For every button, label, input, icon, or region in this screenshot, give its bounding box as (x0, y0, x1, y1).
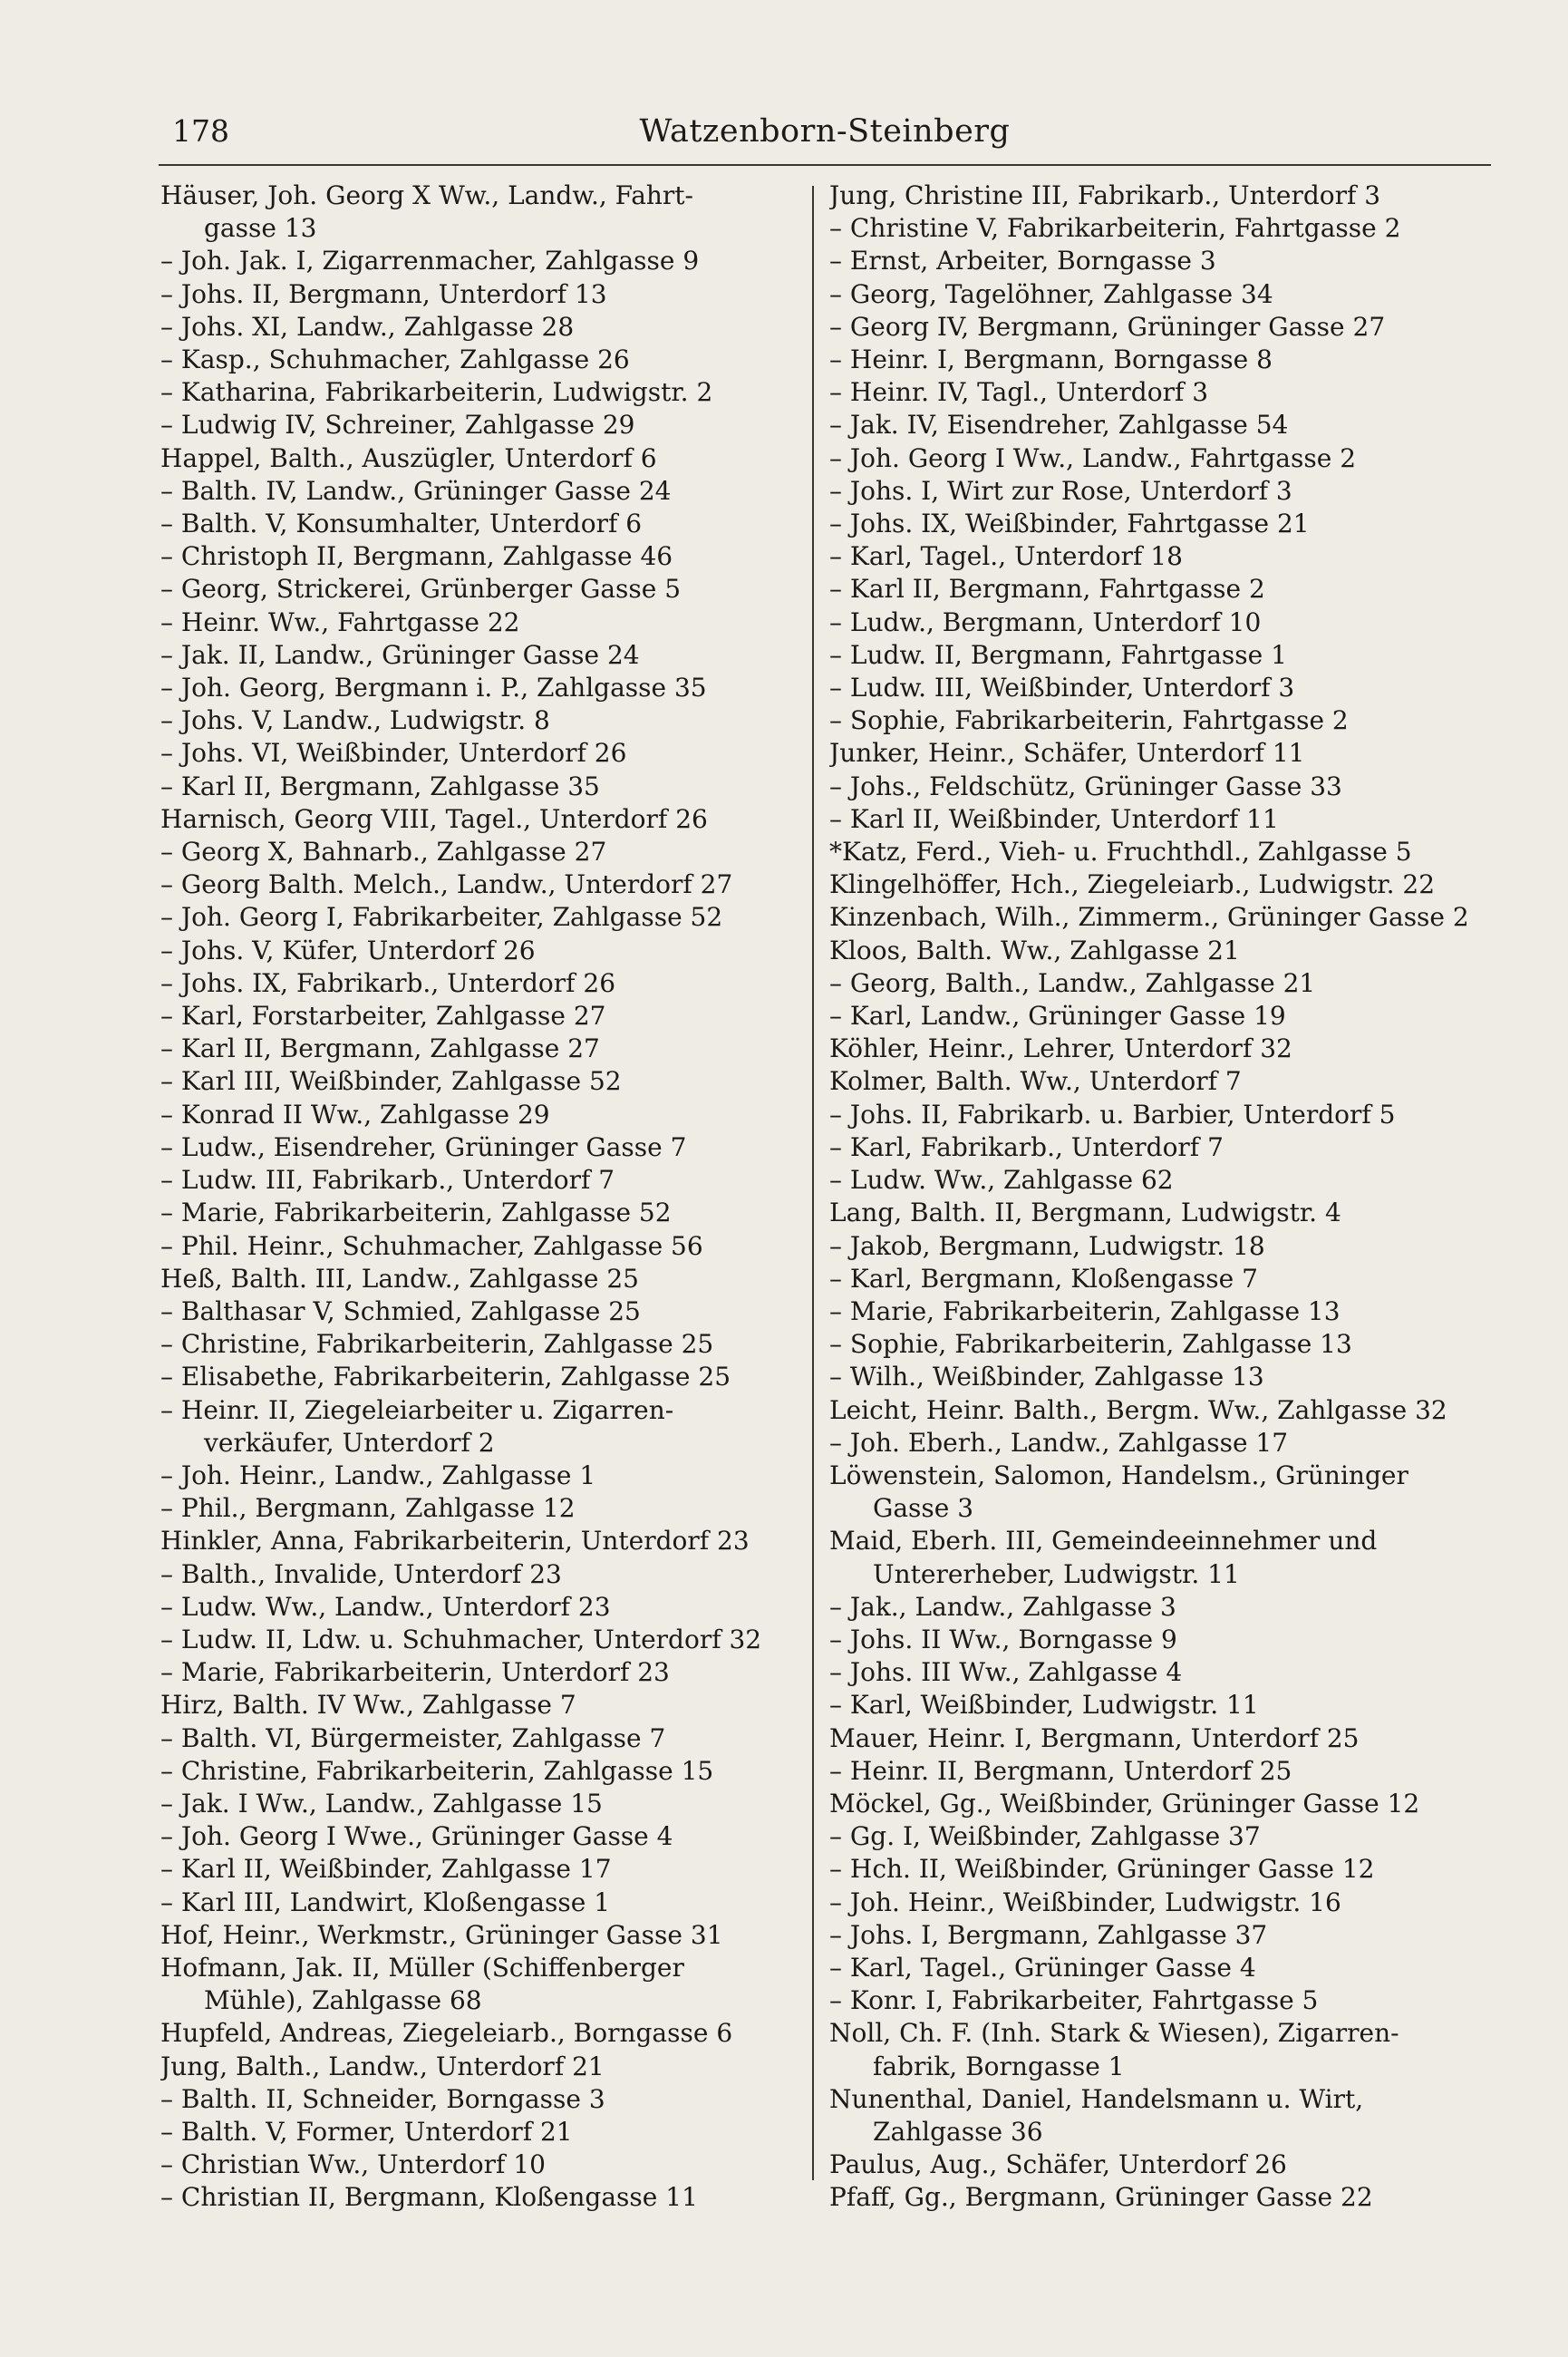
directory-entry: – Kasp., Schuhmacher, Zahlgasse 26 (160, 344, 630, 375)
directory-entry: Jung, Balth., Landw., Unterdorf 21 (160, 2051, 605, 2081)
header-rule (159, 164, 1491, 166)
directory-entry: – Joh. Georg, Bergmann i. P., Zahlgasse 35 (160, 673, 707, 703)
directory-entry: Häuser, Joh. Georg X Ww., Landw., Fahrt- (160, 180, 694, 210)
directory-entry: Hof, Heinr., Werkmstr., Grüninger Gasse 31 (160, 1919, 723, 1950)
directory-entry: – Jak. I Ww., Landw., Zahlgasse 15 (160, 1788, 603, 1819)
directory-entry: – Joh. Heinr., Weißbinder, Ludwigstr. 16 (829, 1887, 1341, 1917)
directory-entry: – Konrad II Ww., Zahlgasse 29 (160, 1099, 550, 1130)
directory-entry: – Heinr. II, Bergmann, Unterdorf 25 (829, 1755, 1292, 1786)
directory-entry: – Christian II, Bergmann, Kloßengasse 11 (160, 2182, 698, 2213)
directory-entry: – Katharina, Fabrikarbeiterin, Ludwigstr. 2 (160, 377, 713, 408)
directory-entry: – Karl, Landw., Grüninger Gasse 19 (829, 1001, 1286, 1032)
directory-entry: Klingelhöffer, Hch., Ziegeleiarb., Ludwigstr. 22 (829, 869, 1436, 900)
directory-entry: – Johs. II, Fabrikarb. u. Barbier, Unterdorf 5 (829, 1099, 1396, 1130)
directory-entry: – Georg Balth. Melch., Landw., Unterdorf 27 (160, 869, 733, 900)
directory-entry: – Christian Ww., Unterdorf 10 (160, 2149, 546, 2180)
directory-entry: *Katz, Ferd., Vieh- u. Fruchthdl., Zahlgasse 5 (829, 837, 1412, 868)
directory-entry: – Ernst, Arbeiter, Borngasse 3 (829, 246, 1216, 276)
directory-entry: Mühle), Zahlgasse 68 (204, 1985, 482, 2016)
directory-entry: Hinkler, Anna, Fabrikarbeiterin, Unterdorf 23 (160, 1526, 750, 1557)
directory-entry: Kloos, Balth. Ww., Zahlgasse 21 (829, 935, 1240, 965)
directory-entry: – Jak., Landw., Zahlgasse 3 (829, 1591, 1176, 1622)
directory-entry: – Georg, Strickerei, Grünberger Gasse 5 (160, 574, 682, 605)
directory-entry: – Balth., Invalide, Unterdorf 23 (160, 1558, 562, 1589)
directory-entry: – Konr. I, Fabrikarbeiter, Fahrtgasse 5 (829, 1985, 1319, 2016)
directory-entry: – Christine V, Fabrikarbeiterin, Fahrtgasse 2 (829, 213, 1401, 244)
running-title: Watzenborn-Steinberg (639, 113, 1011, 150)
directory-entry: – Christoph II, Bergmann, Zahlgasse 46 (160, 541, 673, 572)
directory-entry: – Balth. IV, Landw., Grüninger Gasse 24 (160, 475, 672, 506)
directory-entry: – Johs. II Ww., Borngasse 9 (829, 1624, 1177, 1654)
directory-entry: – Johs. XI, Landw., Zahlgasse 28 (160, 311, 575, 342)
directory-entry: – Heinr. II, Ziegeleiarbeiter u. Zigarren- (160, 1394, 674, 1425)
directory-entry: – Ludw., Eisendreher, Grüninger Gasse 7 (160, 1131, 687, 1162)
directory-entry: – Johs. V, Landw., Ludwigstr. 8 (160, 705, 550, 736)
directory-entry: – Karl, Forstarbeiter, Zahlgasse 27 (160, 1001, 606, 1032)
directory-entry: Mauer, Heinr. I, Bergmann, Unterdorf 25 (829, 1722, 1360, 1753)
directory-entry: Happel, Balth., Auszügler, Unterdorf 6 (160, 442, 657, 473)
directory-entry: – Joh. Georg I, Fabrikarbeiter, Zahlgasse 52 (160, 902, 723, 933)
directory-entry: Pfaff, Gg., Bergmann, Grüninger Gasse 22 (829, 2182, 1373, 2213)
directory-entry: Köhler, Heinr., Lehrer, Unterdorf 32 (829, 1033, 1292, 1064)
directory-entry: – Johs. II, Bergmann, Unterdorf 13 (160, 278, 607, 309)
directory-entry: – Balthasar V, Schmied, Zahlgasse 25 (160, 1295, 641, 1326)
directory-entry: – Ludw. Ww., Zahlgasse 62 (829, 1165, 1174, 1196)
directory-entry: – Marie, Fabrikarbeiterin, Zahlgasse 52 (160, 1198, 672, 1228)
directory-entry: – Heinr. Ww., Fahrtgasse 22 (160, 606, 520, 637)
directory-entry: – Karl III, Weißbinder, Zahlgasse 52 (160, 1066, 622, 1097)
directory-entry: Gasse 3 (873, 1493, 974, 1524)
directory-entry: – Balth. VI, Bürgermeister, Zahlgasse 7 (160, 1722, 666, 1753)
directory-entry: gasse 13 (204, 213, 317, 244)
directory-entry: – Heinr. IV, Tagl., Unterdorf 3 (829, 377, 1209, 408)
directory-entry: – Christine, Fabrikarbeiterin, Zahlgasse 25 (160, 1329, 714, 1360)
directory-entry: – Georg, Tagelöhner, Zahlgasse 34 (829, 278, 1273, 309)
directory-entry: Löwenstein, Salomon, Handelsm., Grüninger (829, 1460, 1408, 1490)
directory-entry: Paulus, Aug., Schäfer, Unterdorf 26 (829, 2149, 1287, 2180)
directory-entry: – Sophie, Fabrikarbeiterin, Fahrtgasse 2 (829, 705, 1349, 736)
right-column (829, 179, 1486, 2215)
directory-entry: Hupfeld, Andreas, Ziegeleiarb., Borngasse 6 (160, 2018, 733, 2049)
directory-entry: – Karl, Bergmann, Kloßengasse 7 (829, 1263, 1258, 1294)
directory-entry: – Heinr. I, Bergmann, Borngasse 8 (829, 344, 1273, 375)
directory-entry: – Ludw. Ww., Landw., Unterdorf 23 (160, 1591, 611, 1622)
directory-entry: – Jakob, Bergmann, Ludwigstr. 18 (829, 1230, 1265, 1261)
directory-entry: Nunenthal, Daniel, Handelsmann u. Wirt, (829, 2083, 1364, 2114)
page-number: 178 (172, 113, 229, 149)
directory-entry: Untererheber, Ludwigstr. 11 (873, 1558, 1240, 1589)
directory-entry: – Karl, Weißbinder, Ludwigstr. 11 (829, 1690, 1259, 1721)
directory-entry: – Ludw. III, Fabrikarb., Unterdorf 7 (160, 1165, 615, 1196)
directory-entry: – Karl II, Bergmann, Zahlgasse 27 (160, 1033, 600, 1064)
directory-entry: Kolmer, Balth. Ww., Unterdorf 7 (829, 1066, 1242, 1097)
directory-entry: – Joh. Jak. I, Zigarrenmacher, Zahlgasse 9 (160, 246, 700, 276)
directory-entry: Zahlgasse 36 (873, 2116, 1043, 2147)
directory-entry: – Joh. Georg I Wwe., Grüninger Gasse 4 (160, 1821, 673, 1852)
directory-entry: – Johs. IX, Fabrikarb., Unterdorf 26 (160, 967, 616, 998)
directory-entry: – Jak. II, Landw., Grüninger Gasse 24 (160, 639, 640, 670)
directory-entry: Hirz, Balth. IV Ww., Zahlgasse 7 (160, 1690, 576, 1721)
directory-entry: Kinzenbach, Wilh., Zimmerm., Grüninger Gasse 2 (829, 902, 1469, 933)
directory-entry: – Karl, Fabrikarb., Unterdorf 7 (829, 1131, 1224, 1162)
directory-entry: Lang, Balth. II, Bergmann, Ludwigstr. 4 (829, 1198, 1341, 1228)
directory-entry: – Johs., Feldschütz, Grüninger Gasse 33 (829, 771, 1342, 801)
directory-entry: – Hch. II, Weißbinder, Grüninger Gasse 12 (829, 1854, 1375, 1885)
directory-entry: – Ludwig IV, Schreiner, Zahlgasse 29 (160, 410, 635, 441)
directory-entry: – Johs. III Ww., Zahlgasse 4 (829, 1657, 1183, 1688)
directory-entry: – Wilh., Weißbinder, Zahlgasse 13 (829, 1362, 1264, 1392)
directory-entry: – Christine, Fabrikarbeiterin, Zahlgasse 15 (160, 1755, 714, 1786)
directory-entry: – Gg. I, Weißbinder, Zahlgasse 37 (829, 1821, 1261, 1852)
directory-entry: – Joh. Eberh., Landw., Zahlgasse 17 (829, 1427, 1289, 1458)
directory-entry: – Jak. IV, Eisendreher, Zahlgasse 54 (829, 410, 1289, 441)
directory-entry: Harnisch, Georg VIII, Tagel., Unterdorf 26 (160, 803, 708, 834)
directory-entry: – Joh. Heinr., Landw., Zahlgasse 1 (160, 1460, 596, 1490)
directory-entry: Jung, Christine III, Fabrikarb., Unterdorf 3 (829, 180, 1381, 210)
directory-entry: – Karl III, Landwirt, Kloßengasse 1 (160, 1887, 611, 1917)
directory-entry: Leicht, Heinr. Balth., Bergm. Ww., Zahlgasse 32 (829, 1394, 1447, 1425)
directory-entry: – Johs. IX, Weißbinder, Fahrtgasse 21 (829, 509, 1310, 539)
directory-entry: Noll, Ch. F. (Inh. Stark & Wiesen), Zigarren- (829, 2018, 1399, 2049)
directory-entry: – Joh. Georg I Ww., Landw., Fahrtgasse 2 (829, 442, 1357, 473)
directory-entry: – Johs. VI, Weißbinder, Unterdorf 26 (160, 738, 627, 769)
directory-entry: – Ludw. II, Ldw. u. Schuhmacher, Unterdorf 32 (160, 1624, 762, 1654)
directory-entry: – Georg IV, Bergmann, Grüninger Gasse 27 (829, 311, 1386, 342)
directory-entry: – Balth. II, Schneider, Borngasse 3 (160, 2083, 605, 2114)
directory-entry: Heß, Balth. III, Landw., Zahlgasse 25 (160, 1263, 639, 1294)
directory-entry: – Karl II, Bergmann, Fahrtgasse 2 (829, 574, 1265, 605)
directory-entry: – Johs. I, Bergmann, Zahlgasse 37 (829, 1919, 1268, 1950)
directory-entry: Junker, Heinr., Schäfer, Unterdorf 11 (829, 738, 1305, 769)
directory-entry: Maid, Eberh. III, Gemeindeeinnehmer und (829, 1526, 1378, 1557)
directory-entry: – Elisabethe, Fabrikarbeiterin, Zahlgasse 25 (160, 1362, 731, 1392)
directory-entry: – Marie, Fabrikarbeiterin, Unterdorf 23 (160, 1657, 670, 1688)
directory-entry: – Ludw. III, Weißbinder, Unterdorf 3 (829, 673, 1295, 703)
directory-entry: fabrik, Borngasse 1 (873, 2051, 1125, 2081)
directory-entry: – Ludw. II, Bergmann, Fahrtgasse 1 (829, 639, 1287, 670)
directory-entry: – Karl II, Bergmann, Zahlgasse 35 (160, 771, 600, 801)
directory-entry: – Karl II, Weißbinder, Zahlgasse 17 (160, 1854, 612, 1885)
directory-entry: – Karl II, Weißbinder, Unterdorf 11 (829, 803, 1279, 834)
left-column (160, 179, 818, 2215)
directory-entry: – Karl, Tagel., Unterdorf 18 (829, 541, 1183, 572)
directory-entry: – Sophie, Fabrikarbeiterin, Zahlgasse 13 (829, 1329, 1352, 1360)
directory-entry: verkäufer, Unterdorf 2 (204, 1427, 495, 1458)
directory-entry: – Phil. Heinr., Schuhmacher, Zahlgasse 56 (160, 1230, 703, 1261)
page-header (172, 113, 1477, 160)
directory-entry: – Marie, Fabrikarbeiterin, Zahlgasse 13 (829, 1295, 1341, 1326)
directory-entry: Möckel, Gg., Weißbinder, Grüninger Gasse 12 (829, 1788, 1420, 1819)
directory-entry: Hofmann, Jak. II, Müller (Schiffenberger (160, 1952, 684, 1983)
directory-entry: – Georg X, Bahnarb., Zahlgasse 27 (160, 837, 607, 868)
directory-entry: – Georg, Balth., Landw., Zahlgasse 21 (829, 967, 1316, 998)
directory-entry: – Balth. V, Konsumhalter, Unterdorf 6 (160, 509, 643, 539)
directory-entry: – Ludw., Bergmann, Unterdorf 10 (829, 606, 1262, 637)
directory-entry: – Phil., Bergmann, Zahlgasse 12 (160, 1493, 576, 1524)
directory-entry: – Balth. V, Former, Unterdorf 21 (160, 2116, 573, 2147)
directory-entry: – Karl, Tagel., Grüninger Gasse 4 (829, 1952, 1256, 1983)
directory-entry: – Johs. V, Küfer, Unterdorf 26 (160, 935, 536, 965)
directory-entry: – Johs. I, Wirt zur Rose, Unterdorf 3 (829, 475, 1292, 506)
